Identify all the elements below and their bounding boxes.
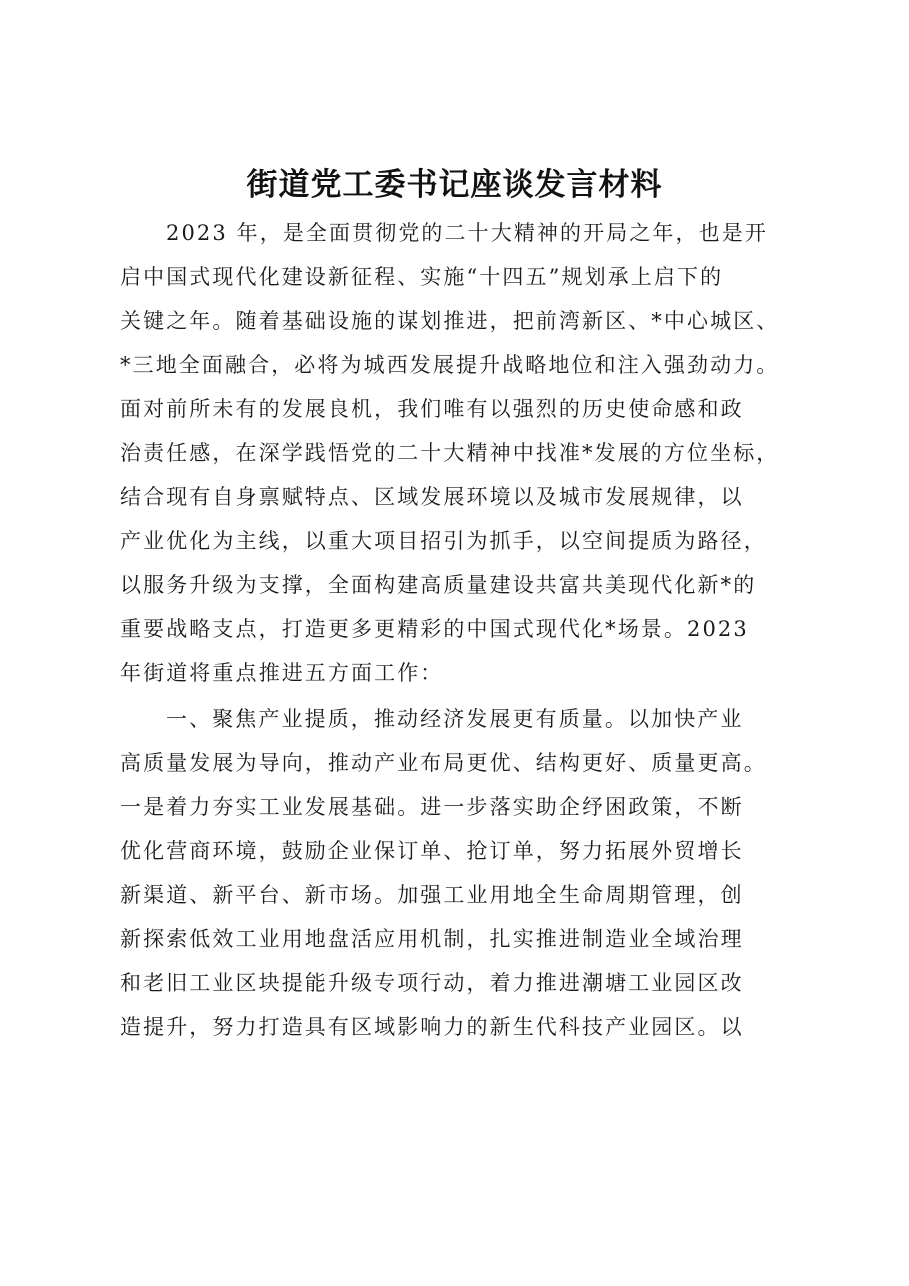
text-line: 优化营商环境，鼓励企业保订单、抢订单，努力拓展外贸增长 xyxy=(120,839,744,863)
text-line: 产业优化为主线，以重大项目招引为抓手，以空间提质为路径， xyxy=(120,529,767,553)
text-line: 高质量发展为导向，推动产业布局更优、结构更好、质量更高。 xyxy=(120,751,767,775)
text-line: 一是着力夯实工业发展基础。进一步落实助企纾困政策，不断 xyxy=(120,795,744,819)
text-line: 新探索低效工业用地盘活应用机制，扎实推进制造业全域治理 xyxy=(120,927,744,951)
text-line: 以服务升级为支撑，全面构建高质量建设共富共美现代化新*的 xyxy=(120,573,757,597)
text-line: *三地全面融合，必将为城西发展提升战略地位和注入强劲动力。 xyxy=(120,353,780,377)
text-line: 重要战略支点，打造更多更精彩的中国式现代化*场景。2023 xyxy=(120,617,749,641)
text-line: 面对前所未有的发展良机，我们唯有以强烈的历史使命感和政 xyxy=(120,397,744,421)
text-line: 治责任感，在深学践悟党的二十大精神中找准*发展的方位坐标， xyxy=(120,441,780,465)
text-line: 造提升，努力打造具有区域影响力的新生代科技产业园区。以 xyxy=(120,1015,744,1039)
text-line: 一、聚焦产业提质，推动经济发展更有质量。以加快产业 xyxy=(166,707,744,731)
text-line: 关键之年。随着基础设施的谋划推进，把前湾新区、*中心城区、 xyxy=(120,309,780,333)
text-line: 年街道将重点推进五方面工作： xyxy=(120,661,444,685)
text-line: 新渠道、新平台、新市场。加强工业用地全生命周期管理，创 xyxy=(120,883,744,907)
text-line: 启中国式现代化建设新征程、实施“十四五”规划承上启下的 xyxy=(120,265,724,289)
text-line: 和老旧工业区块提能升级专项行动，着力推进潮塘工业园区改 xyxy=(120,971,744,995)
text-line: 结合现有自身禀赋特点、区域发展环境以及城市发展规律，以 xyxy=(120,485,744,509)
document-title: 街道党工委书记座谈发言材料 xyxy=(246,167,663,203)
text-line: 2023 年，是全面贯彻党的二十大精神的开局之年，也是开 xyxy=(166,221,768,245)
